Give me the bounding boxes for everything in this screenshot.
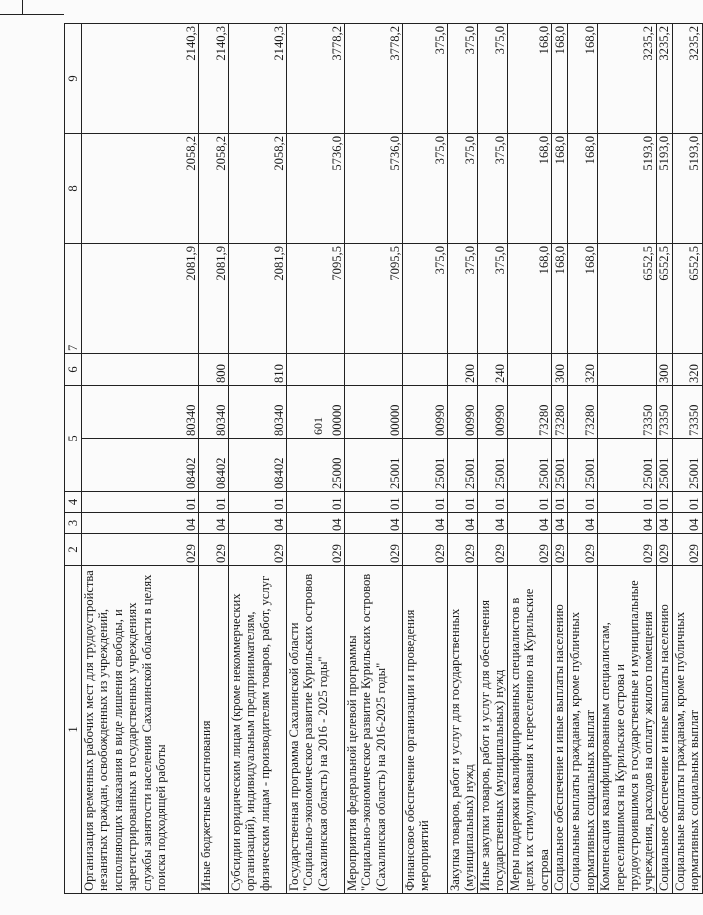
cell-name: Закупка товаров, работ и услуг для государственных (муниципальных) нужд <box>448 566 478 894</box>
cell-csr1: 25001 <box>552 439 568 492</box>
cell-gr: 029 <box>82 534 199 566</box>
cell-name: Меры поддержки квалифицированных специалистов в целях их стимулирования к переселению на Курильские острова <box>508 566 552 894</box>
cell-rz: 04 <box>552 513 568 534</box>
cell-csr1: 25001 <box>672 439 702 492</box>
cell-pr: 01 <box>508 492 552 513</box>
cell-v8: 5193,0 <box>672 133 702 243</box>
cell-csr1: 25001 <box>508 439 552 492</box>
cell-name: Государственная программа Сахалинской области "Социально-экономическое развитие Курильских островов (Сахалинская область) на 2016 - 2025 годы" <box>287 566 345 894</box>
cell-v9: 3235,2 <box>598 23 657 133</box>
cell-vr: 800 <box>199 353 229 385</box>
cell-vr <box>287 353 345 385</box>
cell-pr: 01 <box>199 492 229 513</box>
cell-csr1: 25001 <box>598 439 657 492</box>
cell-gr: 029 <box>568 534 598 566</box>
cell-rz: 04 <box>478 513 508 534</box>
table-row <box>656 23 672 893</box>
cell-csr2: 80340 <box>82 385 199 438</box>
cell-vr <box>598 353 657 385</box>
table-row <box>287 23 345 893</box>
cell-v7: 7095,5 <box>345 243 403 353</box>
cell-gr: 029 <box>199 534 229 566</box>
cell-pr: 01 <box>656 492 672 513</box>
table-row <box>345 23 403 893</box>
cell-v8: 5193,0 <box>598 133 657 243</box>
cell-v9: 375,0 <box>403 23 448 133</box>
cell-rz: 04 <box>82 513 199 534</box>
table-row <box>229 23 287 893</box>
header-col-1: 1 <box>65 566 82 894</box>
cell-v7: 2081,9 <box>82 243 199 353</box>
crop-mark <box>0 14 64 15</box>
cell-v9: 375,0 <box>478 23 508 133</box>
cell-gr: 029 <box>598 534 657 566</box>
cell-pr: 01 <box>598 492 657 513</box>
cell-csr2: 00000 <box>287 385 345 438</box>
cell-csr2: 00990 <box>403 385 448 438</box>
cell-name: Иные бюджетные ассигнования <box>199 566 229 894</box>
budget-table <box>64 23 703 894</box>
cell-v9: 168,0 <box>568 23 598 133</box>
cell-v8: 168,0 <box>508 133 552 243</box>
cell-pr: 01 <box>568 492 598 513</box>
cell-csr2: 73350 <box>598 385 657 438</box>
cell-v7: 168,0 <box>568 243 598 353</box>
cell-v9: 168,0 <box>508 23 552 133</box>
cell-v7: 6552,5 <box>656 243 672 353</box>
cell-rz: 04 <box>508 513 552 534</box>
table-row <box>552 23 568 893</box>
cell-v8: 375,0 <box>448 133 478 243</box>
cell-pr: 01 <box>448 492 478 513</box>
cell-vr <box>82 353 199 385</box>
cell-v9: 375,0 <box>448 23 478 133</box>
cell-v9: 2140,3 <box>199 23 229 133</box>
cell-vr: 300 <box>656 353 672 385</box>
cell-v7: 168,0 <box>508 243 552 353</box>
cell-rz: 04 <box>229 513 287 534</box>
table-row <box>82 23 199 893</box>
cell-gr: 029 <box>287 534 345 566</box>
cell-v8: 375,0 <box>478 133 508 243</box>
cell-vr <box>345 353 403 385</box>
cell-csr2: 73280 <box>508 385 552 438</box>
cell-name: Субсидии юридическим лицам (кроме некоммерческих организаций), индивидуальным предпринимателям, физическим лицам - производителям товаров, работ, услуг <box>229 566 287 894</box>
cell-vr <box>403 353 448 385</box>
cell-gr: 029 <box>345 534 403 566</box>
cell-gr: 029 <box>656 534 672 566</box>
header-col-4: 4 <box>65 492 82 513</box>
cell-v8: 2058,2 <box>82 133 199 243</box>
cell-name: Социальное обеспечение и иные выплаты населению <box>552 566 568 894</box>
table-row <box>448 23 478 893</box>
cell-v7: 2081,9 <box>229 243 287 353</box>
cell-pr: 01 <box>345 492 403 513</box>
table-row <box>199 23 229 893</box>
cell-rz: 04 <box>672 513 702 534</box>
cell-v7: 168,0 <box>552 243 568 353</box>
rotated-budget-table <box>64 24 702 894</box>
cell-v7: 375,0 <box>403 243 448 353</box>
cell-name: Социальные выплаты гражданам, кроме публичных нормативных социальных выплат <box>568 566 598 894</box>
cell-gr: 029 <box>552 534 568 566</box>
cell-v8: 5736,0 <box>287 133 345 243</box>
cell-v7: 7095,5 <box>287 243 345 353</box>
cell-csr1: 25000 <box>287 439 345 492</box>
cell-name: Социальное обеспечение и иные выплаты населению <box>656 566 672 894</box>
page-number: 601 <box>311 417 325 435</box>
cell-rz: 04 <box>199 513 229 534</box>
cell-v8: 168,0 <box>552 133 568 243</box>
table-row <box>403 23 448 893</box>
cell-pr: 01 <box>229 492 287 513</box>
cell-name: Организация временных рабочих мест для трудоустройства незанятых граждан, освобожденных из учреждений, исполняющих наказания в виде лишения свободы, и зарегистрированных в государственных учреждениях службы занятости населения Сахалинской области в целях поиска подходящей работы <box>82 566 199 894</box>
cell-gr: 029 <box>448 534 478 566</box>
cell-vr: 240 <box>478 353 508 385</box>
cell-rz: 04 <box>656 513 672 534</box>
cell-v8: 2058,2 <box>199 133 229 243</box>
cell-pr: 01 <box>403 492 448 513</box>
cell-name: Компенсация квалифицированным специалистам, переселившимся на Курильские острова и трудоустроившимся в государственные и муниципальные учреждения, расходов на оплату жилого помещения <box>598 566 657 894</box>
cell-csr1: 25001 <box>478 439 508 492</box>
header-col-8: 8 <box>65 133 82 243</box>
cell-csr2: 73280 <box>552 385 568 438</box>
cell-v9: 168,0 <box>552 23 568 133</box>
cell-rz: 04 <box>403 513 448 534</box>
cell-v9: 2140,3 <box>82 23 199 133</box>
cell-vr: 200 <box>448 353 478 385</box>
cell-csr2: 73280 <box>568 385 598 438</box>
table-row <box>568 23 598 893</box>
cell-vr: 810 <box>229 353 287 385</box>
cell-csr1: 25001 <box>345 439 403 492</box>
cell-gr: 029 <box>508 534 552 566</box>
cell-csr1: 08402 <box>229 439 287 492</box>
cell-v8: 5193,0 <box>656 133 672 243</box>
cell-csr2: 00000 <box>345 385 403 438</box>
cell-v7: 375,0 <box>448 243 478 353</box>
cell-rz: 04 <box>345 513 403 534</box>
cell-csr1: 25001 <box>568 439 598 492</box>
cell-v8: 375,0 <box>403 133 448 243</box>
cell-csr2: 80340 <box>229 385 287 438</box>
cell-csr2: 80340 <box>199 385 229 438</box>
table-body <box>82 23 703 893</box>
cell-pr: 01 <box>82 492 199 513</box>
cell-csr2: 00990 <box>478 385 508 438</box>
cell-csr1: 25001 <box>448 439 478 492</box>
cell-rz: 04 <box>287 513 345 534</box>
header-col-3: 3 <box>65 513 82 534</box>
cell-gr: 029 <box>672 534 702 566</box>
crop-mark <box>22 0 23 14</box>
cell-vr <box>508 353 552 385</box>
cell-v9: 3778,2 <box>287 23 345 133</box>
cell-v7: 6552,5 <box>598 243 657 353</box>
cell-rz: 04 <box>598 513 657 534</box>
header-col-6: 6 <box>65 353 82 385</box>
cell-name: Социальные выплаты гражданам, кроме публичных нормативных социальных выплат <box>672 566 702 894</box>
header-col-9: 9 <box>65 23 82 133</box>
cell-csr2: 00990 <box>448 385 478 438</box>
cell-pr: 01 <box>552 492 568 513</box>
cell-gr: 029 <box>229 534 287 566</box>
cell-v9: 3235,2 <box>656 23 672 133</box>
table-row <box>508 23 552 893</box>
cell-gr: 029 <box>403 534 448 566</box>
table-row <box>672 23 702 893</box>
cell-csr1: 25001 <box>403 439 448 492</box>
cell-csr2: 73350 <box>656 385 672 438</box>
header-row <box>65 23 82 893</box>
cell-rz: 04 <box>448 513 478 534</box>
cell-name: Мероприятия федеральной целевой программы "Социально-экономическое развитие Курильских островов (Сахалинская область) на 2016-2025 годы" <box>345 566 403 894</box>
cell-pr: 01 <box>287 492 345 513</box>
cell-v7: 375,0 <box>478 243 508 353</box>
cell-v9: 2140,3 <box>229 23 287 133</box>
cell-name: Иные закупки товаров, работ и услуг для обеспечения государственных (муниципальных) нужд <box>478 566 508 894</box>
cell-gr: 029 <box>478 534 508 566</box>
header-col-5: 5 <box>65 385 82 491</box>
cell-v9: 3778,2 <box>345 23 403 133</box>
header-col-7: 7 <box>65 243 82 353</box>
table-row <box>598 23 657 893</box>
cell-pr: 01 <box>478 492 508 513</box>
cell-vr: 320 <box>672 353 702 385</box>
cell-csr1: 08402 <box>199 439 229 492</box>
cell-vr: 320 <box>568 353 598 385</box>
cell-v9: 3235,2 <box>672 23 702 133</box>
cell-v8: 168,0 <box>568 133 598 243</box>
cell-csr2: 73350 <box>672 385 702 438</box>
table-row <box>478 23 508 893</box>
cell-csr1: 25001 <box>656 439 672 492</box>
cell-v7: 2081,9 <box>199 243 229 353</box>
cell-pr: 01 <box>672 492 702 513</box>
cell-v8: 2058,2 <box>229 133 287 243</box>
cell-rz: 04 <box>568 513 598 534</box>
cell-v8: 5736,0 <box>345 133 403 243</box>
header-col-2: 2 <box>65 534 82 566</box>
cell-name: Финансовое обеспечение организации и проведения мероприятий <box>403 566 448 894</box>
cell-vr: 300 <box>552 353 568 385</box>
cell-csr1: 08402 <box>82 439 199 492</box>
cell-v7: 6552,5 <box>672 243 702 353</box>
